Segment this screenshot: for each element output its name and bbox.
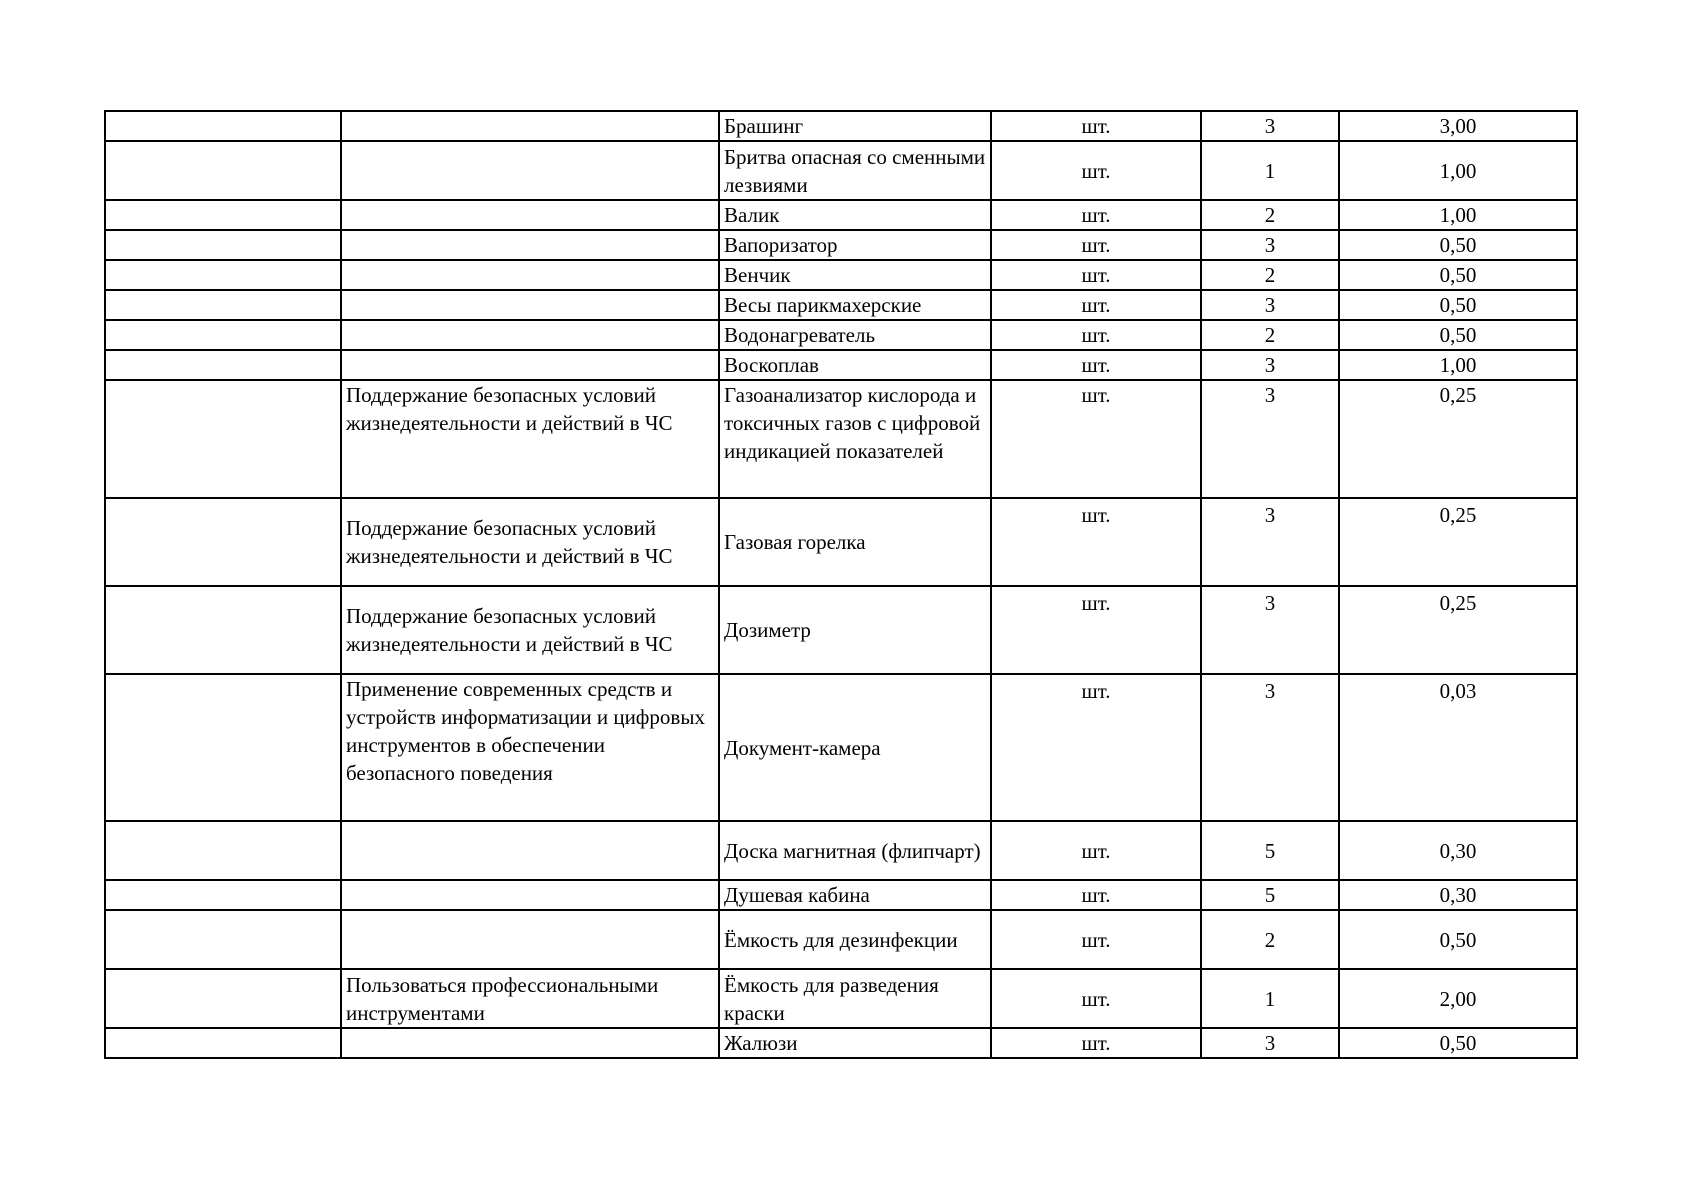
norm-cell: 0,03 xyxy=(1339,674,1577,821)
equipment-table-body xyxy=(105,111,1577,1058)
code-cell xyxy=(105,880,341,910)
table-row xyxy=(105,586,1577,674)
unit-cell: шт. xyxy=(991,380,1201,498)
unit-cell: шт. xyxy=(991,111,1201,141)
unit-cell: шт. xyxy=(991,498,1201,586)
table-row xyxy=(105,380,1577,498)
unit-cell: шт. xyxy=(991,821,1201,880)
competence-cell xyxy=(341,290,719,320)
norm-cell: 1,00 xyxy=(1339,200,1577,230)
item-name-cell: Бритва опасная со сменными лезвиями xyxy=(719,141,991,200)
quantity-cell: 1 xyxy=(1201,141,1339,200)
code-cell xyxy=(105,674,341,821)
competence-cell: Пользоваться профессиональными инструментами xyxy=(341,969,719,1028)
table-row xyxy=(105,821,1577,880)
unit-cell: шт. xyxy=(991,910,1201,969)
table-row xyxy=(105,200,1577,230)
unit-cell: шт. xyxy=(991,200,1201,230)
item-name-cell: Венчик xyxy=(719,260,991,290)
table-row xyxy=(105,350,1577,380)
item-name-cell: Брашинг xyxy=(719,111,991,141)
unit-cell: шт. xyxy=(991,1028,1201,1058)
code-cell xyxy=(105,498,341,586)
competence-cell xyxy=(341,350,719,380)
quantity-cell: 2 xyxy=(1201,260,1339,290)
norm-cell: 0,25 xyxy=(1339,380,1577,498)
item-name-cell: Жалюзи xyxy=(719,1028,991,1058)
table-row xyxy=(105,260,1577,290)
norm-cell: 0,25 xyxy=(1339,498,1577,586)
competence-cell xyxy=(341,910,719,969)
quantity-cell: 3 xyxy=(1201,111,1339,141)
norm-cell: 1,00 xyxy=(1339,350,1577,380)
table-row xyxy=(105,969,1577,1028)
table-row xyxy=(105,1028,1577,1058)
norm-cell: 2,00 xyxy=(1339,969,1577,1028)
quantity-cell: 2 xyxy=(1201,910,1339,969)
item-name-cell: Водонагреватель xyxy=(719,320,991,350)
norm-cell: 1,00 xyxy=(1339,141,1577,200)
norm-cell: 0,50 xyxy=(1339,230,1577,260)
item-name-cell: Воскоплав xyxy=(719,350,991,380)
quantity-cell: 3 xyxy=(1201,674,1339,821)
item-name-cell: Душевая кабина xyxy=(719,880,991,910)
code-cell xyxy=(105,260,341,290)
table-row xyxy=(105,320,1577,350)
norm-cell: 0,50 xyxy=(1339,1028,1577,1058)
quantity-cell: 3 xyxy=(1201,586,1339,674)
competence-cell xyxy=(341,230,719,260)
code-cell xyxy=(105,350,341,380)
table-row xyxy=(105,290,1577,320)
unit-cell: шт. xyxy=(991,350,1201,380)
norm-cell: 0,50 xyxy=(1339,320,1577,350)
competence-cell: Поддержание безопасных условий жизнедеятельности и действий в ЧС xyxy=(341,380,719,498)
item-name-cell: Валик xyxy=(719,200,991,230)
unit-cell: шт. xyxy=(991,880,1201,910)
item-name-cell: Дозиметр xyxy=(719,586,991,674)
competence-cell xyxy=(341,1028,719,1058)
code-cell xyxy=(105,586,341,674)
item-name-cell: Ёмкость для дезинфекции xyxy=(719,910,991,969)
norm-cell: 0,25 xyxy=(1339,586,1577,674)
quantity-cell: 5 xyxy=(1201,880,1339,910)
equipment-table xyxy=(104,110,1578,1059)
code-cell xyxy=(105,320,341,350)
table-row xyxy=(105,910,1577,969)
item-name-cell: Вапоризатор xyxy=(719,230,991,260)
code-cell xyxy=(105,111,341,141)
competence-cell xyxy=(341,880,719,910)
quantity-cell: 3 xyxy=(1201,290,1339,320)
table-row xyxy=(105,880,1577,910)
unit-cell: шт. xyxy=(991,141,1201,200)
code-cell xyxy=(105,821,341,880)
quantity-cell: 3 xyxy=(1201,380,1339,498)
item-name-cell: Газоанализатор кислорода и токсичных газов с цифровой индикацией показателей xyxy=(719,380,991,498)
competence-cell xyxy=(341,111,719,141)
norm-cell: 0,30 xyxy=(1339,821,1577,880)
table-row xyxy=(105,141,1577,200)
table-row xyxy=(105,674,1577,821)
competence-cell xyxy=(341,821,719,880)
code-cell xyxy=(105,380,341,498)
item-name-cell: Доска магнитная (флипчарт) xyxy=(719,821,991,880)
norm-cell: 0,50 xyxy=(1339,290,1577,320)
norm-cell: 0,30 xyxy=(1339,880,1577,910)
unit-cell: шт. xyxy=(991,290,1201,320)
competence-cell xyxy=(341,320,719,350)
competence-cell: Поддержание безопасных условий жизнедеятельности и действий в ЧС xyxy=(341,498,719,586)
quantity-cell: 2 xyxy=(1201,320,1339,350)
unit-cell: шт. xyxy=(991,230,1201,260)
item-name-cell: Газовая горелка xyxy=(719,498,991,586)
table-row xyxy=(105,498,1577,586)
quantity-cell: 3 xyxy=(1201,1028,1339,1058)
table-row xyxy=(105,111,1577,141)
competence-cell xyxy=(341,141,719,200)
competence-cell: Применение современных средств и устройств информатизации и цифровых инструментов в обеспечении безопасного поведения xyxy=(341,674,719,821)
code-cell xyxy=(105,1028,341,1058)
quantity-cell: 2 xyxy=(1201,200,1339,230)
code-cell xyxy=(105,969,341,1028)
competence-cell xyxy=(341,200,719,230)
code-cell xyxy=(105,910,341,969)
unit-cell: шт. xyxy=(991,674,1201,821)
quantity-cell: 1 xyxy=(1201,969,1339,1028)
item-name-cell: Документ-камера xyxy=(719,674,991,821)
unit-cell: шт. xyxy=(991,586,1201,674)
item-name-cell: Ёмкость для разведения краски xyxy=(719,969,991,1028)
unit-cell: шт. xyxy=(991,260,1201,290)
norm-cell: 3,00 xyxy=(1339,111,1577,141)
unit-cell: шт. xyxy=(991,320,1201,350)
quantity-cell: 3 xyxy=(1201,350,1339,380)
item-name-cell: Весы парикмахерские xyxy=(719,290,991,320)
code-cell xyxy=(105,290,341,320)
table-row xyxy=(105,230,1577,260)
quantity-cell: 3 xyxy=(1201,498,1339,586)
competence-cell: Поддержание безопасных условий жизнедеятельности и действий в ЧС xyxy=(341,586,719,674)
code-cell xyxy=(105,141,341,200)
competence-cell xyxy=(341,260,719,290)
norm-cell: 0,50 xyxy=(1339,910,1577,969)
code-cell xyxy=(105,200,341,230)
norm-cell: 0,50 xyxy=(1339,260,1577,290)
unit-cell: шт. xyxy=(991,969,1201,1028)
quantity-cell: 5 xyxy=(1201,821,1339,880)
code-cell xyxy=(105,230,341,260)
quantity-cell: 3 xyxy=(1201,230,1339,260)
